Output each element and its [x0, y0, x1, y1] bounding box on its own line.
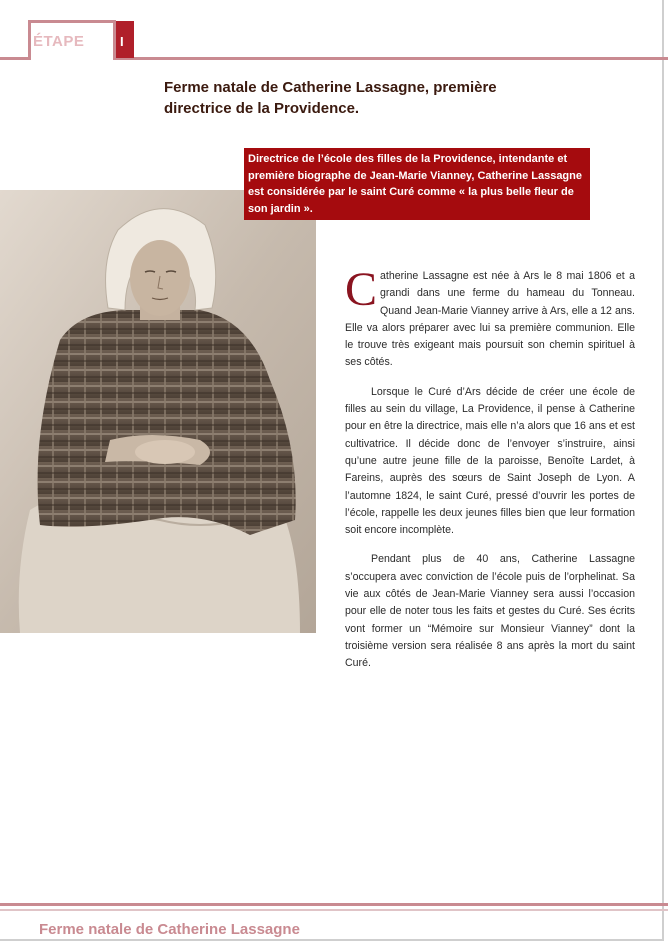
paragraph-1-text: atherine Lassagne est née à Ars le 8 mai 1806 et a grandi dans une ferme du hameau du Tonneau. Quand Jean-Marie Vianney arrive à Ars, elle a 12 ans. Elle va alors préparer avec lui sa première communion. Elle le trouve très exigeant mais poursuit son chemin spirituel à ses côtés. — [345, 270, 635, 369]
caption-box — [244, 148, 590, 220]
drop-cap: C — [345, 263, 378, 316]
footer-title: Ferme natale de Catherine Lassagne — [39, 921, 300, 938]
paragraph-2: Lorsque le Curé d’Ars décide de créer une école de filles au sein du village, La Providence, il pense à Catherine pour en être la directrice, mais elle n’a alors que 16 ans et est cultivatrice. Il décide donc de l’envoyer s’instruire, ainsi qu’une autre jeune fille de la paroisse, Benoîte Lardet, à Fareins, auprès des sœurs de Saint Joseph de Lyon. A l’automne 1824, le saint Curé, pressé d’ouvrir les portes de l’école, rappelle les deux jeunes filles bien que leur formation soit encore incomplète. — [345, 385, 635, 537]
step-number-tab — [116, 21, 134, 58]
paragraph-1 — [345, 263, 635, 372]
footer-rule-secondary — [0, 909, 668, 911]
step-number: I — [120, 34, 124, 49]
caption-text: Directrice de l’école des filles de la Providence, intendante et première biographe de Jean-Marie Vianney, Catherine Lassagne est considérée par le saint Curé comme « la plus belle fleur de son jardin ». — [248, 153, 582, 215]
page-title: Ferme natale de Catherine Lassagne, première directrice de la Providence. — [164, 79, 497, 117]
portrait-illustration — [0, 190, 316, 633]
step-label: ÉTAPE — [33, 33, 85, 50]
paragraph-3: Pendant plus de 40 ans, Catherine Lassagne s’occupera avec conviction de l’école puis de l’orphelinat. Sa vie aux côtés de Jean-Marie Vianney sera aussi l’occasion pour elle de noter tous les faits et gestes du Curé. Ses écrits vont former un “Mémoire sur Monsieur Vianney” dont la troisième version sera réalisée 8 ans après la mort du saint Curé. — [345, 553, 635, 670]
portrait-photo — [0, 190, 316, 633]
footer-rule — [0, 903, 668, 906]
article-body — [345, 263, 635, 685]
